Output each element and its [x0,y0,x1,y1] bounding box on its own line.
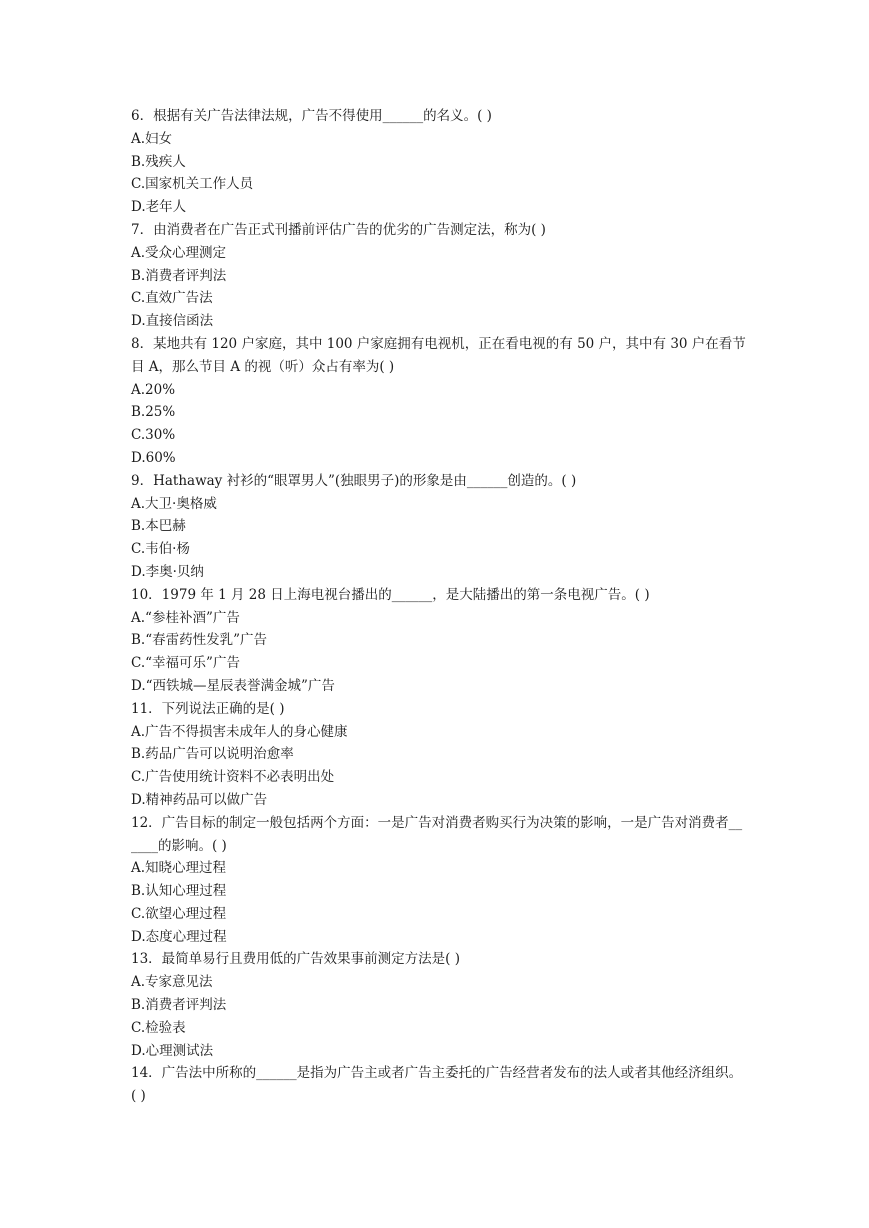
option-a: A.大卫·奥格威 [131,495,217,512]
question-14 [131,1062,746,1108]
question-stem: 11．下列说法正确的是( ) [131,700,285,717]
question-9 [131,470,746,584]
option-a: A.20% [131,381,176,398]
question-12 [131,812,746,949]
question-stem: 8．某地共有 120 户家庭，其中 100 户家庭拥有电视机，正在看电视的有 50 户，其中有 30 户在看节目 A，那么节目 A 的视（听）众占有率为( ) [131,335,746,375]
question-7 [131,219,746,333]
question-6 [131,105,746,219]
question-stem: 10．1979 年 1 月 28 日上海电视台播出的______，是大陆播出的第一条电视广告。( ) [131,586,650,603]
option-d: D.态度心理过程 [131,928,227,945]
option-c: C.直效广告法 [131,290,213,307]
option-d: D.“西铁城—星辰表誉满金城”广告 [131,677,335,694]
option-a: A.妇女 [131,130,173,147]
option-a: A.受众心理测定 [131,244,227,261]
option-b: B.25% [131,404,176,421]
question-list [131,105,746,1108]
option-b: B.消费者评判法 [131,267,227,284]
option-d: D.精神药品可以做广告 [131,791,268,808]
option-a: A.广告不得损害未成年人的身心健康 [131,723,348,740]
question-stem: 14．广告法中所称的______是指为广告主或者广告主委托的广告经营者发布的法人或者其他经济组织。( ) [131,1065,743,1105]
question-stem: 9．Hathaway 衬衫的“眼罩男人”(独眼男子)的形象是由______创造的。( ) [131,472,577,489]
option-b: B.药品广告可以说明治愈率 [131,746,294,763]
option-b: B.残疾人 [131,153,186,170]
option-c: C.“幸福可乐”广告 [131,655,240,672]
option-d: D.老年人 [131,199,187,216]
question-13 [131,948,746,1062]
option-b: B.“春雷药性发乳”广告 [131,632,268,649]
option-d: D.李奥·贝纳 [131,563,204,580]
option-c: C.广告使用统计资料不必表明出处 [131,769,335,786]
question-10 [131,584,746,698]
option-a: A.“参桂补酒”广告 [131,609,240,626]
option-d: D.心理测试法 [131,1042,214,1059]
question-stem: 12．广告目标的制定一般包括两个方面：一是广告对消费者购买行为决策的影响，一是广告对消费者______的影响。( ) [131,814,743,854]
option-b: B.认知心理过程 [131,883,227,900]
option-c: C.国家机关工作人员 [131,176,254,193]
option-a: A.知晓心理过程 [131,860,227,877]
option-b: B.本巴赫 [131,518,186,535]
option-c: C.欲望心理过程 [131,905,227,922]
option-a: A.专家意见法 [131,974,213,991]
option-c: C.韦伯·杨 [131,541,190,558]
option-c: C.30% [131,427,176,444]
option-c: C.检验表 [131,1019,186,1036]
question-stem: 7．由消费者在广告正式刊播前评估广告的优劣的广告测定法，称为( ) [131,221,546,238]
question-stem: 6．根据有关广告法律法规，广告不得使用______的名义。( ) [131,108,492,124]
question-stem: 13．最简单易行且费用低的广告效果事前测定方法是( ) [131,951,461,968]
question-11 [131,698,746,812]
option-d: D.60% [131,449,176,466]
option-d: D.直接信函法 [131,313,214,330]
question-8 [131,333,746,470]
option-b: B.消费者评判法 [131,997,227,1014]
